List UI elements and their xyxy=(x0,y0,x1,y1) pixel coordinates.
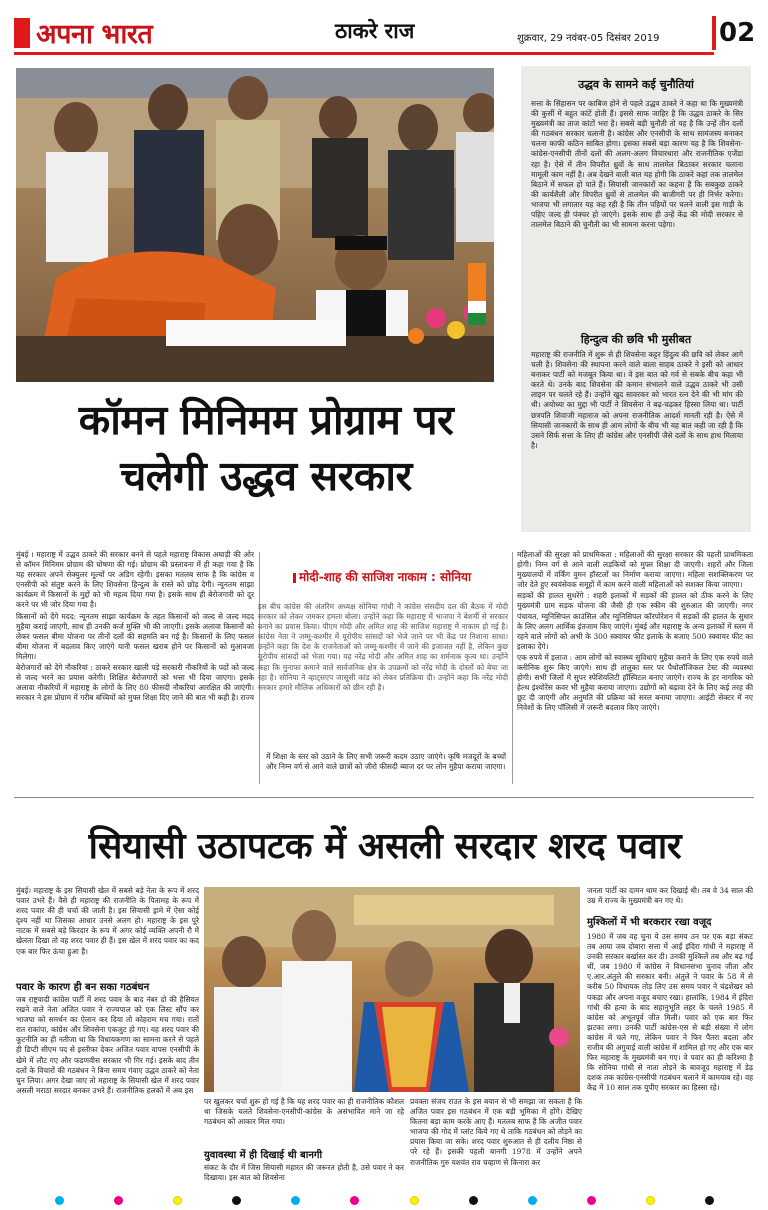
publication-date: शुक्रवार, 29 नवंबर-05 दिसंबर 2019 xyxy=(517,33,660,44)
story1-column3 xyxy=(517,550,753,784)
story1-para1: मुंबई । महाराष्ट्र में उद्धव ठाकरे की सरकार बनने से पहले महाराष्ट्र विकास अघाड़ी की ओर से कॉमन मिनिमम प्रोग्राम की घोषणा की गई। प्रोग्राम की प्रस्तावना में ही कहा गया है कि यह सरकार अपने सेक्युलर मूल्यों पर अडिग रहेगी। इसका मतलब साफ है कि कांग्रेस व एनसीपी को संतुष्ट करने के लिए शिवसेना हिन्दुत्व के रास्ते को छोड़ देगी। न्यूनतम साझा कार्यक्रम में किसानों के मुद्दों को भी महत्व दिया गया है। इसके साथ ही बेरोजगारी को दूर करने पर भी जोर दिया गया है। xyxy=(16,550,254,610)
registration-dot xyxy=(291,1196,300,1205)
sidebar-heading-challenges: उद्धव के सामने कई चुनौतियां xyxy=(578,78,694,91)
photo-sharad-pawar xyxy=(204,887,580,1092)
bullet-bar xyxy=(293,573,296,583)
column-divider xyxy=(512,552,513,784)
subheading-youth: युवावस्था में ही दिखाई थी बानगी xyxy=(204,1150,323,1161)
masthead-rule xyxy=(14,52,714,55)
story1-column1 xyxy=(16,550,254,782)
story2-survival-text: 1980 में जब वह चुना ये उस समय उन पर एक बड़ा संकट तब आया जब दोबारा सत्ता में आईं इंदिरा गांधी ने महाराष्ट्र में उनकी सरकार बर्खास्त कर दी। उनकी मुश्किलें तब और बढ़ गईं थीं, जब 1980 में कांग्रेस ने विधानसभा चुनाव जीता और ए.आर.अंतुले की सरकार बनी। अंतुले ने पवार के 58 में से करीब 50 विधायक तोड़ लिए उस समय पवार ने चंद्रशेखर को पकड़ा और अपना वजूद बचाए रखा। हालांकि, 1984 में इंदिरा गांधी की हत्या के बाद सहानुभूति लहर के चलते 1985 में कांग्रेस को अभूतपूर्व जीत मिली। पवार को एक बार फिर झटका लगा। उनकी पार्टी कांग्रेस-एस से बड़ी संख्या में लोग कांग्रेस में चले गए, लेकिन पवार ने फिर पैंतरा बदला और राजीव की अगुवाई वाली कांग्रेस में शामिल हो गए और एक बार फिर महाराष्ट्र के मुख्यमंत्री बन गए। वे पवार का ही करिश्मा है कि सोनिया गांधी से नाता तोड़ने के बावजूद महाराष्ट्र में डेढ़ दशक तक कांग्रेस-एनसीपी गठबंधन चलाने में कामयाब रहे। वह केंद्र में 10 साल तक यूपीए सरकार का हिस्सा रहे। xyxy=(587,932,753,1093)
subheading-sonia xyxy=(256,568,508,585)
registration-dot xyxy=(232,1196,241,1205)
registration-dot xyxy=(55,1196,64,1205)
subheading-alliance: पवार के कारण ही बन सका गठबंधन xyxy=(16,982,150,993)
registration-dot xyxy=(114,1196,123,1205)
headline-pawar: सियासी उठापटक में असली सरदार शरद पवार xyxy=(88,826,682,867)
headline-cmp-line2: चलेगी उद्धव सरकार xyxy=(120,452,412,500)
headline-cmp-line1: कॉमन मिनिमम प्रोग्राम पर xyxy=(78,396,454,444)
headline-cmp xyxy=(16,392,516,504)
story1-column2-bottom: में शिक्षा के स्तर को उठाने के लिए सभी जरूरी कदम उठाए जाएंगे। कृषि मजदूरों के बच्चों और निम्न वर्ग से आने वाले छात्रों को जीरो फीसदी ब्याज दर पर लोन मुहैया कराया जाएगा। xyxy=(266,752,506,772)
page-number-separator xyxy=(712,16,716,50)
story2-youth-text: संकट के दौर में जिस सियासी महारत की जरूरत होती है, उसे पवार ने कर दिखाया। इस बात को शिवसेना xyxy=(204,1163,404,1183)
story1-women-para: महिलाओं की सुरक्षा को प्राथमिकता : महिलाओं की सुरक्षा सरकार की पहली प्राथमिकता होगी। निम्न वर्ग से आने वाली लड़कियों को मुफ्त शिक्षा दी जाएगी। शहरों और जिला मुख्यालयों में वर्किंग वुमन हॉस्टलों का निर्माण कराया जाएगा। महिला सशक्तिकरण पर जोर देते हुए स्वयंसेवक समूहों में काम करने वाली महिलाओं को सशक्त किया जाएगा। xyxy=(517,550,753,590)
registration-dot xyxy=(350,1196,359,1205)
story1-para2: किसानों को देंगे मदद: न्यूनतम साझा कार्यक्रम के तहत किसानों को जल्द से जल्द मदद मुहैया कराई जाएगी, साथ ही उनकी कर्ज मुक्ति भी की जाएगी। इसके अलावा किसानों को लेकर फसल बीमा योजना पर तीनों दलों की सहमति बन गई है। किसानों के लिए फसल बीमा योजना में बदलाव किए जाएंगे यानी फसल खराब होने पर किसानों को मुआवजा मिलेगा। xyxy=(16,611,254,661)
story2-alliance-text: जब राष्ट्रवादी कांग्रेस पार्टी में शरद पवार के बाद नंबर दो की हैसियत रखने वाले नेता अजित पवार ने राज्यपाल को एक लिस्ट सौंप कर भाजपा को समर्थन का ऐलान कर दिया तो कोहराम मच गया। रातों रात राकांपा, कांग्रेस और शिवसेना एकजुट हो गए। यह शरद पवार की कूटनीति का ही नतीजा था कि विधायकगण का सामना करने से पहले ही डिप्टी सीएम पद से इस्तीफा देकर अजित पवार वापस एनसीपी के खेमे में लौट गए और फडणवीस सरकार भी गिर गई। इसके बाद तीन दलों के विचारों की गठबंधन ने बिना समय गंवाए उद्धव ठाकरे को नेता चुन लिया। अगर देखा जाए तो महाराष्ट्र के सियासी खेल में शरद पवार असली मराठा सरदार बनकर उभरे हैं। राजनीतिक हलकों में अब इस xyxy=(16,995,199,1095)
story2-janata-text: जनता पार्टी का दामन थाम कर दिखाई थी। तब वे 34 साल की उम्र में राज्य के मुख्यमंत्री बन गए थे। xyxy=(587,886,753,906)
story1-sonia-text: इस बीच कांग्रेस की अंतरिम अध्यक्ष सोनिया गांधी ने कांग्रेस संसदीय दल की बैठक में मोदी सरकार को लेकर जमकर हमला बोला। उन्होंने कहा कि महाराष्ट्र में भाजपा ने बेशर्मी से सरकार बनाने का प्रयास किया। पीएम मोदी और अमित शाह की साजिश महाराष्ट्र में नाकाम हो गई है। कांग्रेस नेता ने जम्मू-कश्मीर में यूरोपीय सांसदों को भेजे जाने पर भी केंद्र पर निशाना साधा। उन्होंने कहा कि देश के राजनेताओं को जम्मू-कश्मीर में जाने की इजाजत नहीं है, लेकिन कुछ यूरोपीय सांसदों को भेजा गया। यह नरेंद्र मोदी और अमित शाह का शर्मनाक कृत्य था। उन्होंने कहा कि मुनाफा कमाने वाले सार्वजनिक क्षेत्र के उपक्रमों को नरेंद्र मोदी के दोस्तों को बेचा जा रहा है। सोनिया ने व्हाट्सएप जासूसी कांड को लेकर प्रतिक्रिया दी। उन्होंने कहा कि नरेंद्र मोदी सरकार हमारे मौलिक अधिकारों को छीन रही है। xyxy=(258,602,508,692)
sidebar-text-challenges: सत्ता के सिंहासन पर काबिज होने से पहले उद्धव ठाकरे ने कहा था कि मुख्यमंत्री की कुर्सी में बहुत कांटें होती हैं। इससे साफ जाहिर है कि उद्धव ठाकरे के सिर मुख्यमंत्री का ताज कांटों भरा है। सबसे बड़ी चुनौती तो यह है कि उन्हें तीन दलों की गठबंधन सरकार चलानी है। कांग्रेस और एनसीपी के साथ सामंजस्य बनाकर चलना काफी कठिन साबित होगा। इसका सबसे बड़ा कारण यह है कि शिवसेना-कांग्रेस-एनसीपी तीनों दलों की अलग-अलग विचारधारा और राजनीतिक एजेंडा रहा है। ऐसे में तीन विपरीत ध्रुवों के साथ तालमेल बिठाकर सरकार चलाना मामूली काम नहीं है। अब देखने वाली बात यह होगी कि ठाकरे कहां तक तालमेल बिठाने में सफल हो पाते हैं। सियासी जानकारों का कहना है कि सबकुछ ठाकरे की कार्यशैली और विपरीत ध्रुवों से तालमेल की बाजीगरी पर ही निर्भर करेगा। भाजपा भी लगातार यह कह रही है कि तीन पहियों पर चलने वाली इस गाड़ी के पहिए जल्द ही पंक्चर हो जाएंगे। इसके साथ ही उन्हें केंद्र की मोदी सरकार से तालमेल बिठाने की चुनौती का भी सामना करना पड़ेगा। xyxy=(531,99,743,230)
newspaper-brand: अपना भारत xyxy=(36,19,153,50)
brand-mark xyxy=(14,18,30,48)
photo-oath-signing xyxy=(16,68,494,382)
registration-marks xyxy=(0,1193,768,1209)
registration-dot xyxy=(528,1196,537,1205)
sidebar-heading-hindutva: हिन्दुत्व की छवि भी मुसीबत xyxy=(580,333,692,346)
sidebar-text-hindutva: महाराष्ट्र की राजनीति में शुरू से ही शिवसेना कट्टर हिंदुत्व की छवि को लेकर आगे चली है। शिवसेना की स्थापना करने वाले बाला साहब ठाकरे ने इसी को आधार बनाकर पार्टी को मजबूत किया था। वे इस बात को गर्व से सबके बीच कहा भी करते थे। उनके बाद शिवसेना की कमान संभालने वाले उद्धव ठाकरे भी उसी लाइन पर चलते रहे हैं। उन्होंने खुद सावरकर को भारत रत्न देने की भी मांग की थी। अयोध्या का मुद्दा भी पार्टी ने शिवसेना ने बढ़-चढ़कर हिस्सा लिया था। पार्टी छत्रपति शिवाजी महाराज को अपना राजनीतिक आदर्श मानती रही है। ऐसे में सियासी जानकारों के साथ ही आम लोगों के बीच भी यह बात कही जा रही है कि उसने सिर्फ सत्ता के लिए ही कांग्रेस और एनसीपी जैसे दलों के साथ हाथ मिलाया है। xyxy=(531,350,743,450)
story2-intro: मुंबई। महाराष्ट्र के इस सियासी खेल में सबसे बड़े नेता के रूप में शरद पवार उभरे हैं। वैसे ही महाराष्ट्र की राजनीति के पितामह के रूप में शरद पवार की ही चर्चा की जाती है। इस सियासी ड्रामे में ऐसा कोई दृश्य नहीं था जिसका आधार उनसे अलग हो। महाराष्ट्र के इस पूरे नाटक में सबसे बड़े किरदार के रूप में अगर कोई व्यक्ति अपनी रौ में खेलता दिखा तो वह शरद पवार ही हैं। इस खेल में शरद पवार का कद एक बार फिर ऊंचा हुआ है। xyxy=(16,886,199,956)
story1-para3: बेरोजगारों को देंगे नौकरियां : ठाकरे सरकार खाली पड़े सरकारी नौकरियों के पदों को जल्द से जल्द भरने का प्रयास करेगी। शिक्षित बेरोजगारों को भत्ता भी दिया जाएगा। इसके अलावा नौकरियों में महाराष्ट्र के लोगों के लिए 80 फीसदी नौकरियां आरक्षित की जाएंगी। सरकार ने इस प्रोग्राम में गरीब बच्चियों को मुफ्त शिक्षा दिए जाने की बात भी कही है। राज्य xyxy=(16,663,254,703)
story1-roads-para: सड़कों की हालत सुधरेंगे : शहरी इलाकों में सड़कों की हालत को ठीक करने के लिए मुख्यमंत्री ग्राम सड़क योजना की जैसी ही एक स्कीम की शुरुआत की जाएगी। नगर पंचायत, म्युनिसिपल काउंसिल और म्युनिसिपल कॉरपोरेशन में सड़कों की हालत के सुधार के लिए अलग आर्थिक इंतजाम किए जाएंगे। मुंबई और महाराष्ट्र के अन्य इलाकों में स्लम में रहने वाले लोगों को अभी के 300 स्क्वायर फीट इलाके के बजाए 500 स्क्वायर फीट का इलाका देंगे। xyxy=(517,591,753,651)
story2-photo-caption-text: पर खुलकर चर्चा शुरू हो गई है कि यह शरद पवार का ही राजनीतिक कौशल था जिसके चलते शिवसेना-एनसीपी-कांग्रेस के असंभावित माने जा रहे गठबंधन को आकार मिल गया। xyxy=(204,1097,404,1127)
story1-health-para: एक रुपये में इलाज : आम लोगों को स्वास्थ्य सुविधाएं मुहैया कराने के लिए एक रुपये वाले क्लीनिक शुरू किए जाएंगे। साथ ही तालुका स्तर पर पैथोलॉजिकल टेस्ट की व्यवस्था होगी। सभी जिलों में सुपर स्पेशियलिटी हॉस्पिटल बनाए जाएंगे। राज्य के हर नागरिक को हेल्थ इंश्योरेंस कवर भी मुहैया कराया जाएगा। उद्योगों को बढ़ावा देने के लिए कई तरह की छूट दी जाएंगी और अनुमति की प्रक्रिया को सरल बनाया जाएगा। आईटी सेक्टर में नए निवेशों के लिए पॉलिसी में जरूरी बदलाव किए जाएंगे। xyxy=(517,652,753,713)
registration-dot xyxy=(646,1196,655,1205)
story-separator xyxy=(14,797,754,798)
registration-dot xyxy=(173,1196,182,1205)
registration-dot xyxy=(469,1196,478,1205)
section-title: ठाकरे राज xyxy=(335,19,415,43)
registration-dot xyxy=(587,1196,596,1205)
story2-raut-text: प्रवक्ता संजय राउत के इस बयान से भी समझा जा सकता है कि अजित पवार इस गठबंधन में एक बड़ी भूमिका में होंगे। देखिए कितना बड़ा काम करके आए हैं। मतलब साफ है कि अजीत पवार भाजपा की गोद में प्लांट किये गए थे ताकि गठबंधन को तोड़ने का प्रयास किया जा सके। शरद पवार शुरुआत से ही दलीय निष्ठा से परे रहे हैं। इसकी पहली बानगी 1978 में उन्होंने अपने राजनीतिक गुरु यशवंत राव चव्हाण से किनारा कर xyxy=(410,1097,582,1167)
page-number: 02 xyxy=(719,18,756,48)
registration-dot xyxy=(705,1196,714,1205)
registration-dot xyxy=(410,1196,419,1205)
subheading-survival: मुश्किलों में भी बरकरार रखा वजूद xyxy=(587,917,712,928)
subheading-sonia-text: मोदी-शाह की साजिश नाकाम : सोनिया xyxy=(298,570,472,584)
